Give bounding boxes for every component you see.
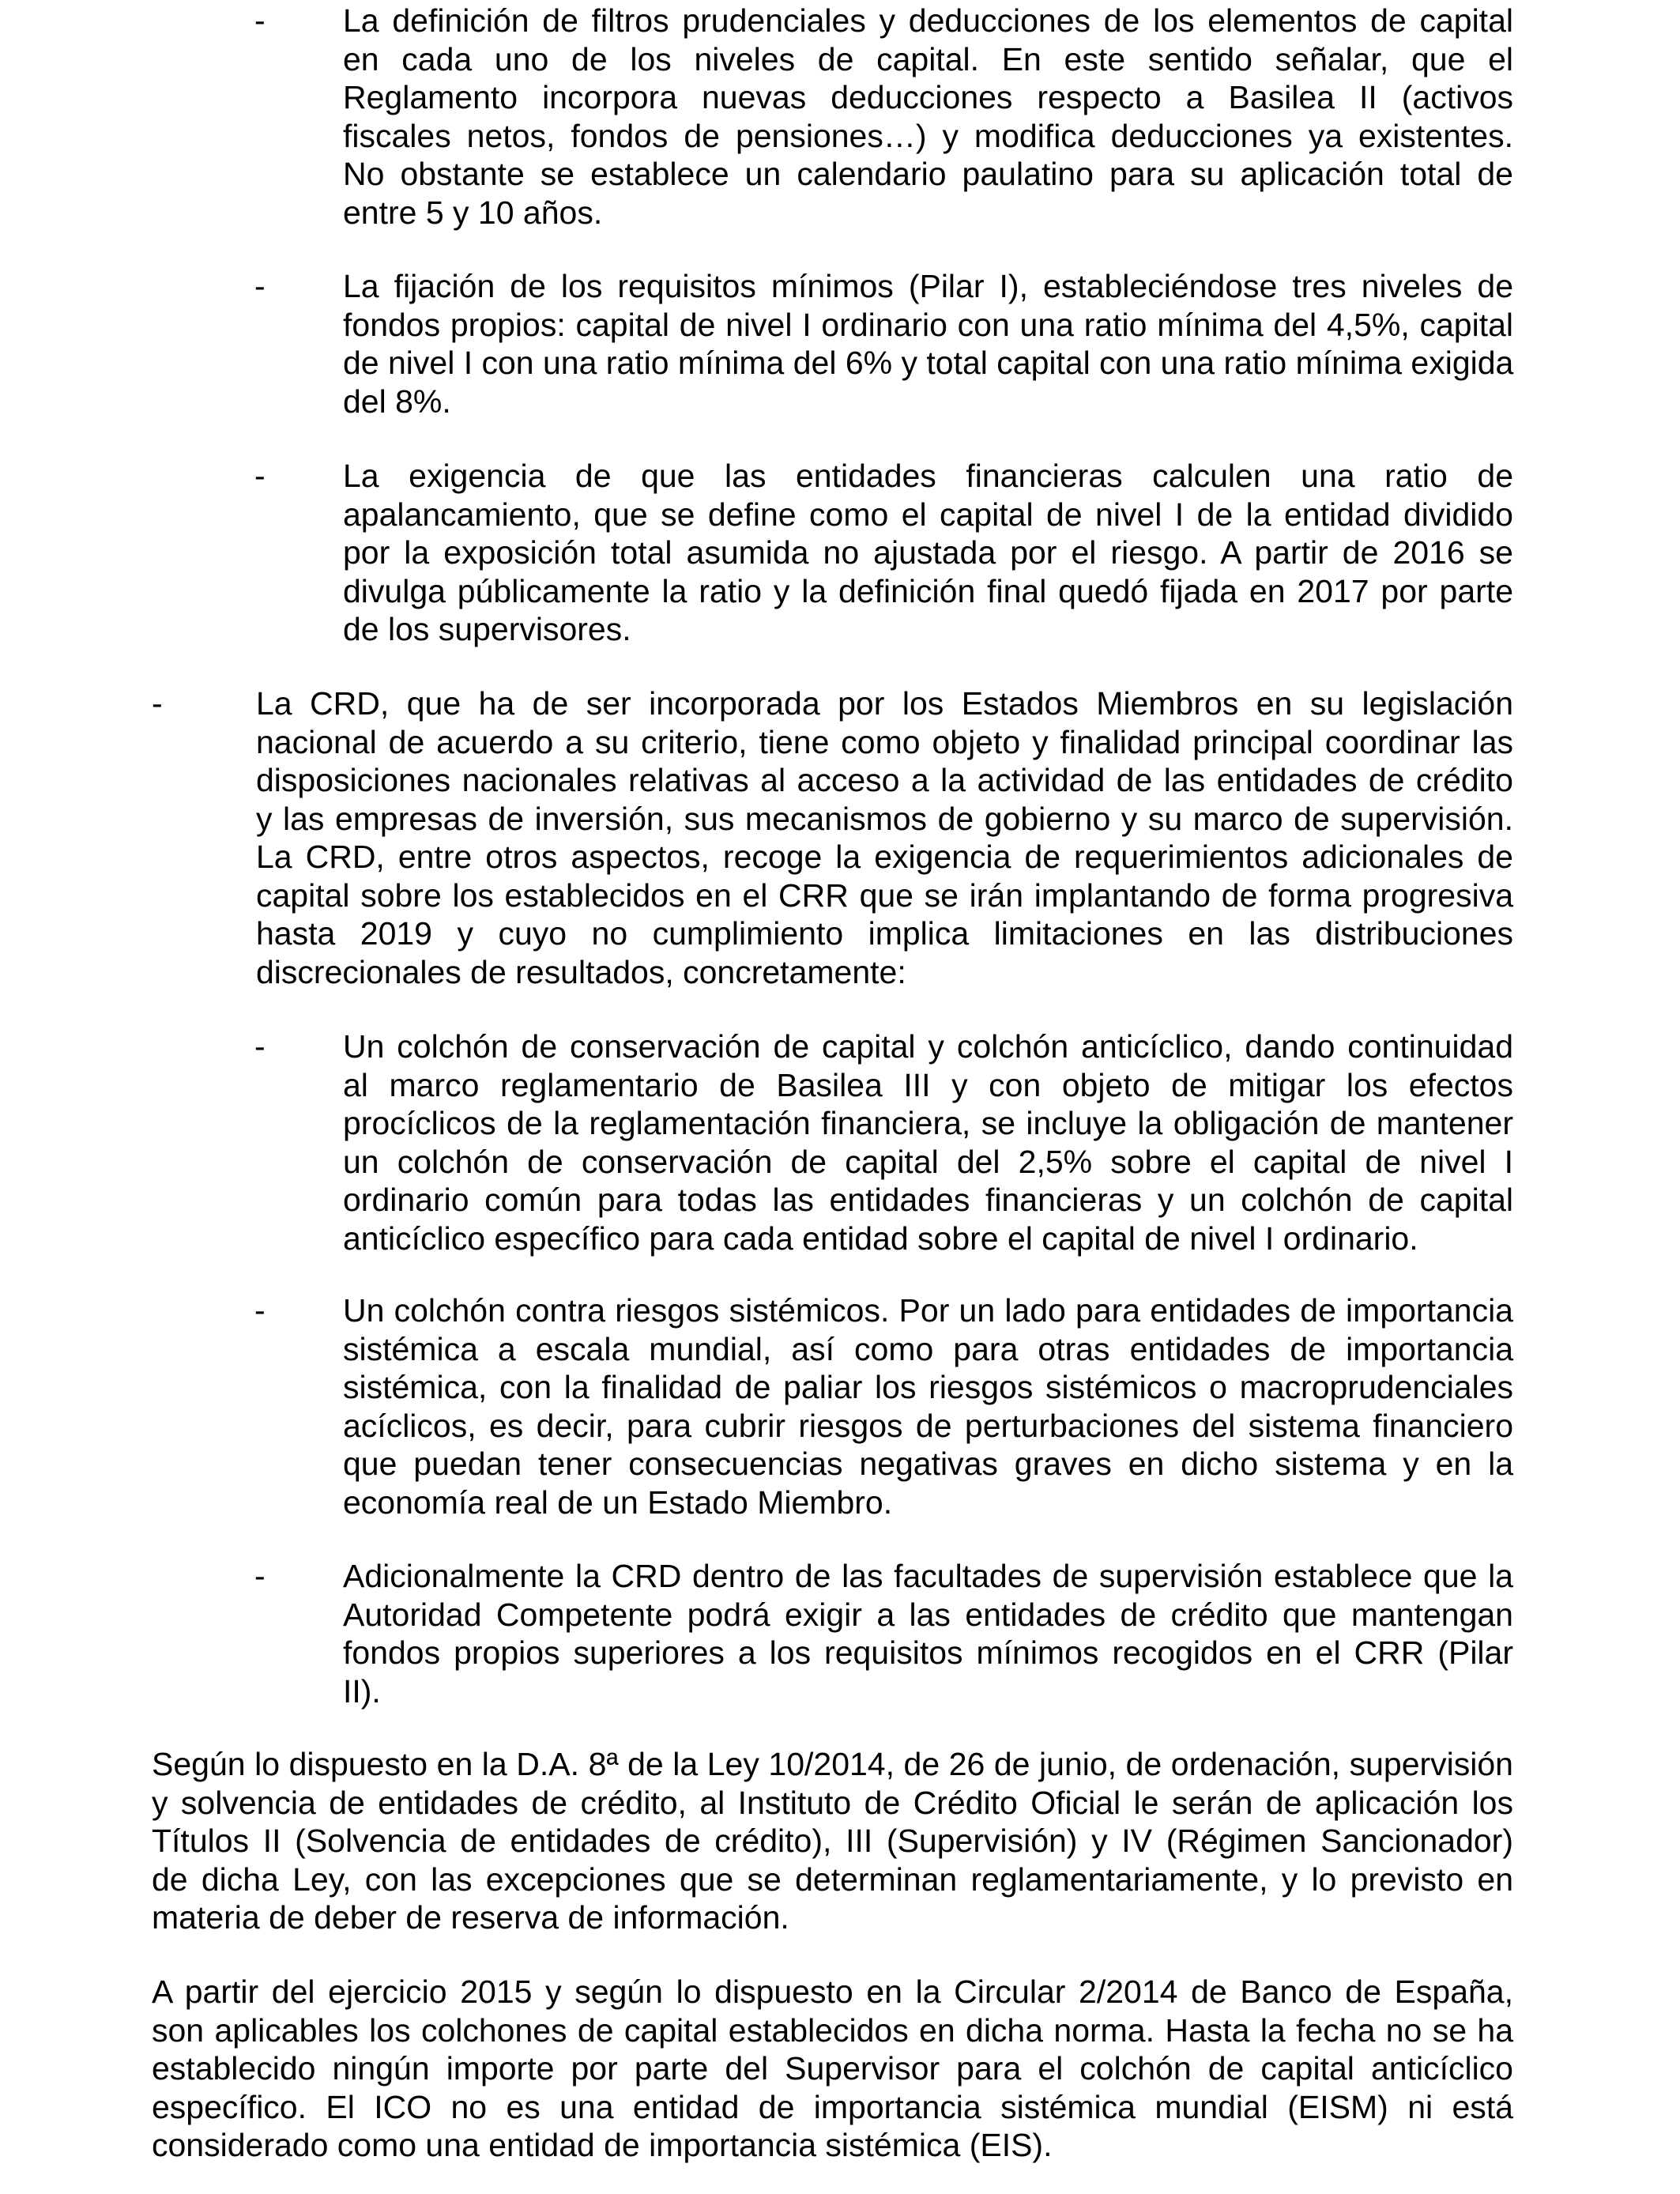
text-line: La exigencia de que las entidades financieras calculen una ratio de (343, 458, 1513, 494)
text-line: La CRD, entre otros aspectos, recoge la exigencia de requerimientos adicionales de (256, 839, 1513, 875)
text-line: Adicionalmente la CRD dentro de las facultades de supervisión establece que la (343, 1558, 1513, 1594)
text-line: A partir del ejercicio 2015 y según lo dispuesto en la Circular 2/2014 de Banco de España, (152, 1973, 1513, 2010)
list-bullet: - (254, 1558, 266, 1594)
text-line: fiscales netos, fondos de pensiones…) y modifica deducciones ya existentes. (343, 117, 1513, 154)
text-line: ordinario común para todas las entidades financieras y un colchón de capital (343, 1182, 1513, 1218)
list-item-text (343, 267, 1513, 420)
text-line: procíclicos de la reglamentación financiera, se incluye la obligación de mantener (343, 1105, 1513, 1141)
text-line: del 8%. (343, 383, 451, 420)
text-line: fondos propios superiores a los requisitos mínimos recogidos en el CRR (Pilar (343, 1634, 1513, 1671)
text-line: Títulos II (Solvencia de entidades de crédito), III (Supervisión) y IV (Régimen Sancionador) (152, 1823, 1513, 1859)
text-line: un colchón de conservación de capital del 2,5% sobre el capital de nivel I (343, 1143, 1513, 1180)
list-bullet: - (254, 1292, 266, 1329)
text-line: de los supervisores. (343, 611, 631, 647)
text-line: sistémica a escala mundial, así como para otras entidades de importancia (343, 1330, 1513, 1367)
text-line: que puedan tener consecuencias negativas graves en dicho sistema y en la (343, 1446, 1513, 1482)
list-bullet: - (254, 268, 266, 304)
text-line: economía real de un Estado Miembro. (343, 1483, 893, 1521)
list-item-text (343, 2, 1513, 232)
text-line: nacional de acuerdo a su criterio, tiene como objeto y finalidad principal coordinar las (256, 723, 1513, 760)
list-item-text (343, 457, 1513, 649)
text-line: por la exposición total asumida no ajustada por el riesgo. A partir de 2016 se (343, 534, 1513, 571)
text-line: son aplicables los colchones de capital establecidos en dicha norma. Hasta la fecha no se ha (152, 2011, 1513, 2049)
text-line: disposiciones nacionales relativas al acceso a la actividad de las entidades de crédito (256, 762, 1513, 798)
list-bullet: - (254, 1028, 266, 1065)
text-line: Un colchón de conservación de capital y colchón anticíclico, dando continuidad (343, 1028, 1513, 1065)
text-line: La CRD, que ha de ser incorporada por los Estados Miembros en su legislación (256, 685, 1513, 722)
list-item-text (343, 1557, 1513, 1710)
text-line: No obstante se establece un calendario paulatino para su aplicación total de (343, 156, 1513, 192)
text-line: y solvencia de entidades de crédito, al Instituto de Crédito Oficial le serán de aplicación los (152, 1784, 1513, 1821)
list-bullet: - (254, 2, 266, 39)
text-line: divulga públicamente la ratio y la definición final quedó fijada en 2017 por parte (343, 572, 1513, 609)
text-line: apalancamiento, que se define como el capital de nivel I de la entidad dividido (343, 496, 1513, 533)
list-bullet: - (152, 685, 163, 722)
text-line: Autoridad Competente podrá exigir a las entidades de crédito que mantengan (343, 1596, 1513, 1633)
text-line: sistémica, con la finalidad de paliar los riesgos sistémicos o macroprudenciales (343, 1369, 1513, 1405)
text-line: anticíclico específico para cada entidad sobre el capital de nivel I ordinario. (343, 1220, 1418, 1257)
text-line: La definición de filtros prudenciales y deducciones de los elementos de capital (343, 2, 1513, 39)
text-line: acíclicos, es decir, para cubrir riesgos de perturbaciones del sistema financiero (343, 1407, 1513, 1444)
text-line: entre 5 y 10 años. (343, 194, 603, 231)
text-line: establecido ningún importe por parte del Supervisor para el colchón de capital anticíclico (152, 2050, 1513, 2087)
text-line: II). (343, 1672, 381, 1710)
text-line: considerado como una entidad de importancia sistémica (EIS). (152, 2127, 1053, 2163)
paragraph (152, 1973, 1513, 2165)
text-line: materia de deber de reserva de información. (152, 1899, 789, 1936)
text-line: de dicha Ley, con las excepciones que se determinan reglamentariamente, y lo previsto en (152, 1860, 1513, 1898)
text-line: hasta 2019 y cuyo no cumplimiento implica limitaciones en las distribuciones (256, 915, 1513, 952)
text-line: de nivel I con una ratio mínima del 6% y total capital con una ratio mínima exigida (343, 345, 1514, 381)
text-line: y las empresas de inversión, sus mecanismos de gobierno y su marco de supervisión. (256, 800, 1513, 837)
text-line: fondos propios: capital de nivel I ordinario con una ratio mínima del 4,5%, capital (343, 306, 1513, 343)
list-item-text (343, 1291, 1513, 1521)
text-line: al marco reglamentario de Basilea III y con objeto de mitigar los efectos (343, 1066, 1513, 1103)
list-item-text (343, 1027, 1513, 1257)
text-line: La fijación de los requisitos mínimos (Pilar I), estableciéndose tres niveles de (343, 268, 1513, 304)
text-line: Reglamento incorpora nuevas deducciones respecto a Basilea II (activos (343, 79, 1513, 115)
text-line: Un colchón contra riesgos sistémicos. Por un lado para entidades de importancia (343, 1292, 1513, 1329)
paragraph (152, 1745, 1513, 1937)
list-item-text (256, 684, 1513, 991)
text-line: específico. El ICO no es una entidad de importancia sistémica mundial (EISM) ni está (152, 2088, 1513, 2125)
text-line: capital sobre los establecidos en el CRR que se irán implantando de forma progresiva (256, 876, 1513, 914)
text-line: discrecionales de resultados, concretamente: (256, 953, 906, 990)
list-bullet: - (254, 458, 266, 494)
text-line: en cada uno de los niveles de capital. En este sentido señalar, que el (343, 40, 1513, 77)
text-line: Según lo dispuesto en la D.A. 8ª de la Ley 10/2014, de 26 de junio, de ordenación, supervisión (152, 1746, 1513, 1782)
